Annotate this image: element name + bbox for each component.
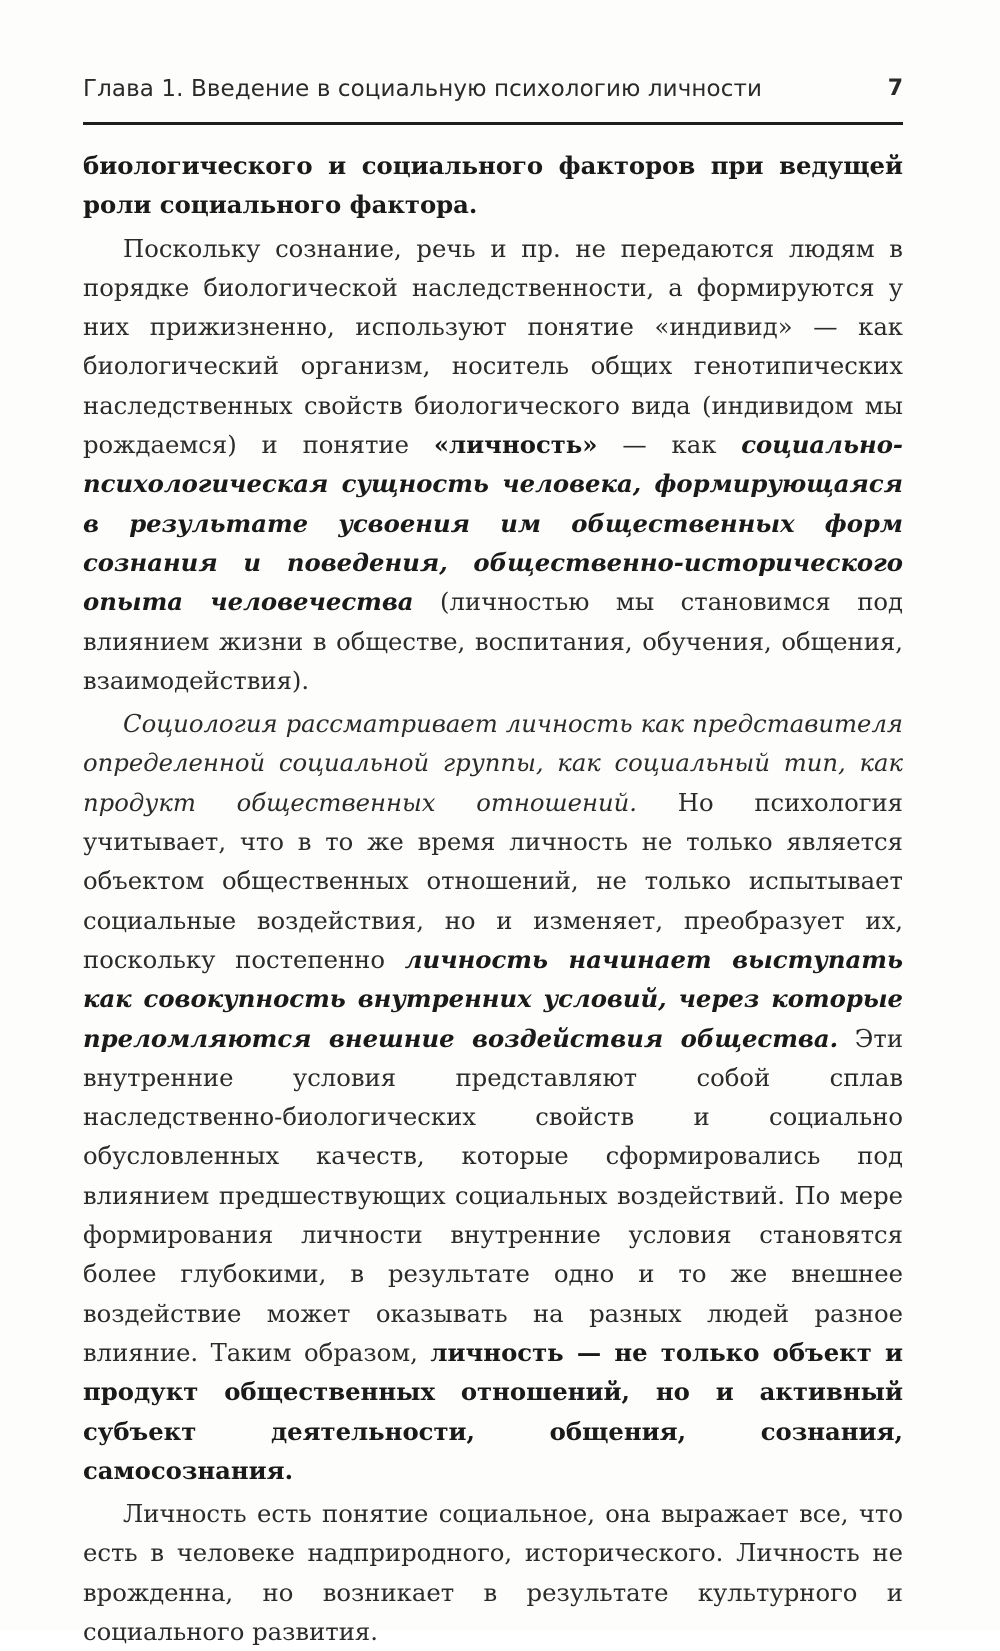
- bold-term: «личность»: [433, 430, 598, 460]
- paragraph: [83, 229, 903, 701]
- bold-text: биологического и социального факторов при ведущей роли социального фактора.: [83, 151, 903, 220]
- text-run: (личностью мы становимся под влиянием жизни в обществе, воспитания, обучения, общения, взаимодействия).: [83, 587, 903, 695]
- text-run: Эти внутренние условия представляют собой сплав наследственно-биологических свойств и социально обусловленных качеств, которые сформировались под влиянием предшествующих социальных воздействий. По мере формирования личности внутренние условия становятся более глубокими, в результате одно и то же внешнее воздействие может оказывать на разных людей разное влияние. Таким образом,: [83, 1023, 904, 1367]
- bold-italic-definition: личность начинает выступать как совокупность внутренних условий, через которые преломляются внешние воздействия общества.: [83, 944, 903, 1053]
- chapter-title: Глава 1. Введение в социальную психологию личности: [83, 76, 763, 102]
- bold-italic-definition: социально-психологическая сущность человека, формирующаяся в результате усвоения им общественных форм сознания и поведения, общественно-исторического опыта человечества: [83, 430, 903, 617]
- page-number: 7: [887, 76, 903, 101]
- italic-text: Социология рассматривает личность как представителя определенной социальной группы, как социальный тип, как продукт общественных отношений.: [83, 709, 903, 817]
- text-run: — как: [597, 430, 742, 460]
- paragraph: [83, 704, 903, 1490]
- text-run: Личность есть понятие социальное, она выражает все, что есть в человеке надприродного, исторического. Личность не врожденна, но возникает в результате культурного и социального развития.: [83, 1499, 903, 1646]
- text-run: Поскольку сознание, речь и пр. не передаются людям в порядке биологической наследственности, а формируются у них прижизненно, используют понятие «индивид» — как биологический организм, носитель общих генотипических наследственных свойств биологического вида (индивидом мы рождаемся) и понятие: [83, 233, 903, 460]
- bold-conclusion: личность — не только объект и продукт общественных отношений, но и активный субъект деятельности, общения, сознания, самосознания.: [83, 1337, 903, 1485]
- paragraph: [83, 146, 903, 225]
- text-run: Но психология учитывает, что в то же время личность не только является объектом общественных отношений, не только испытывает социальные воздействия, но и изменяет, преобразует их, поскольку постепенно: [83, 787, 903, 974]
- paragraph: [83, 1494, 903, 1651]
- header-divider: [83, 122, 903, 125]
- body-text: [83, 146, 903, 1651]
- running-head: [83, 76, 903, 110]
